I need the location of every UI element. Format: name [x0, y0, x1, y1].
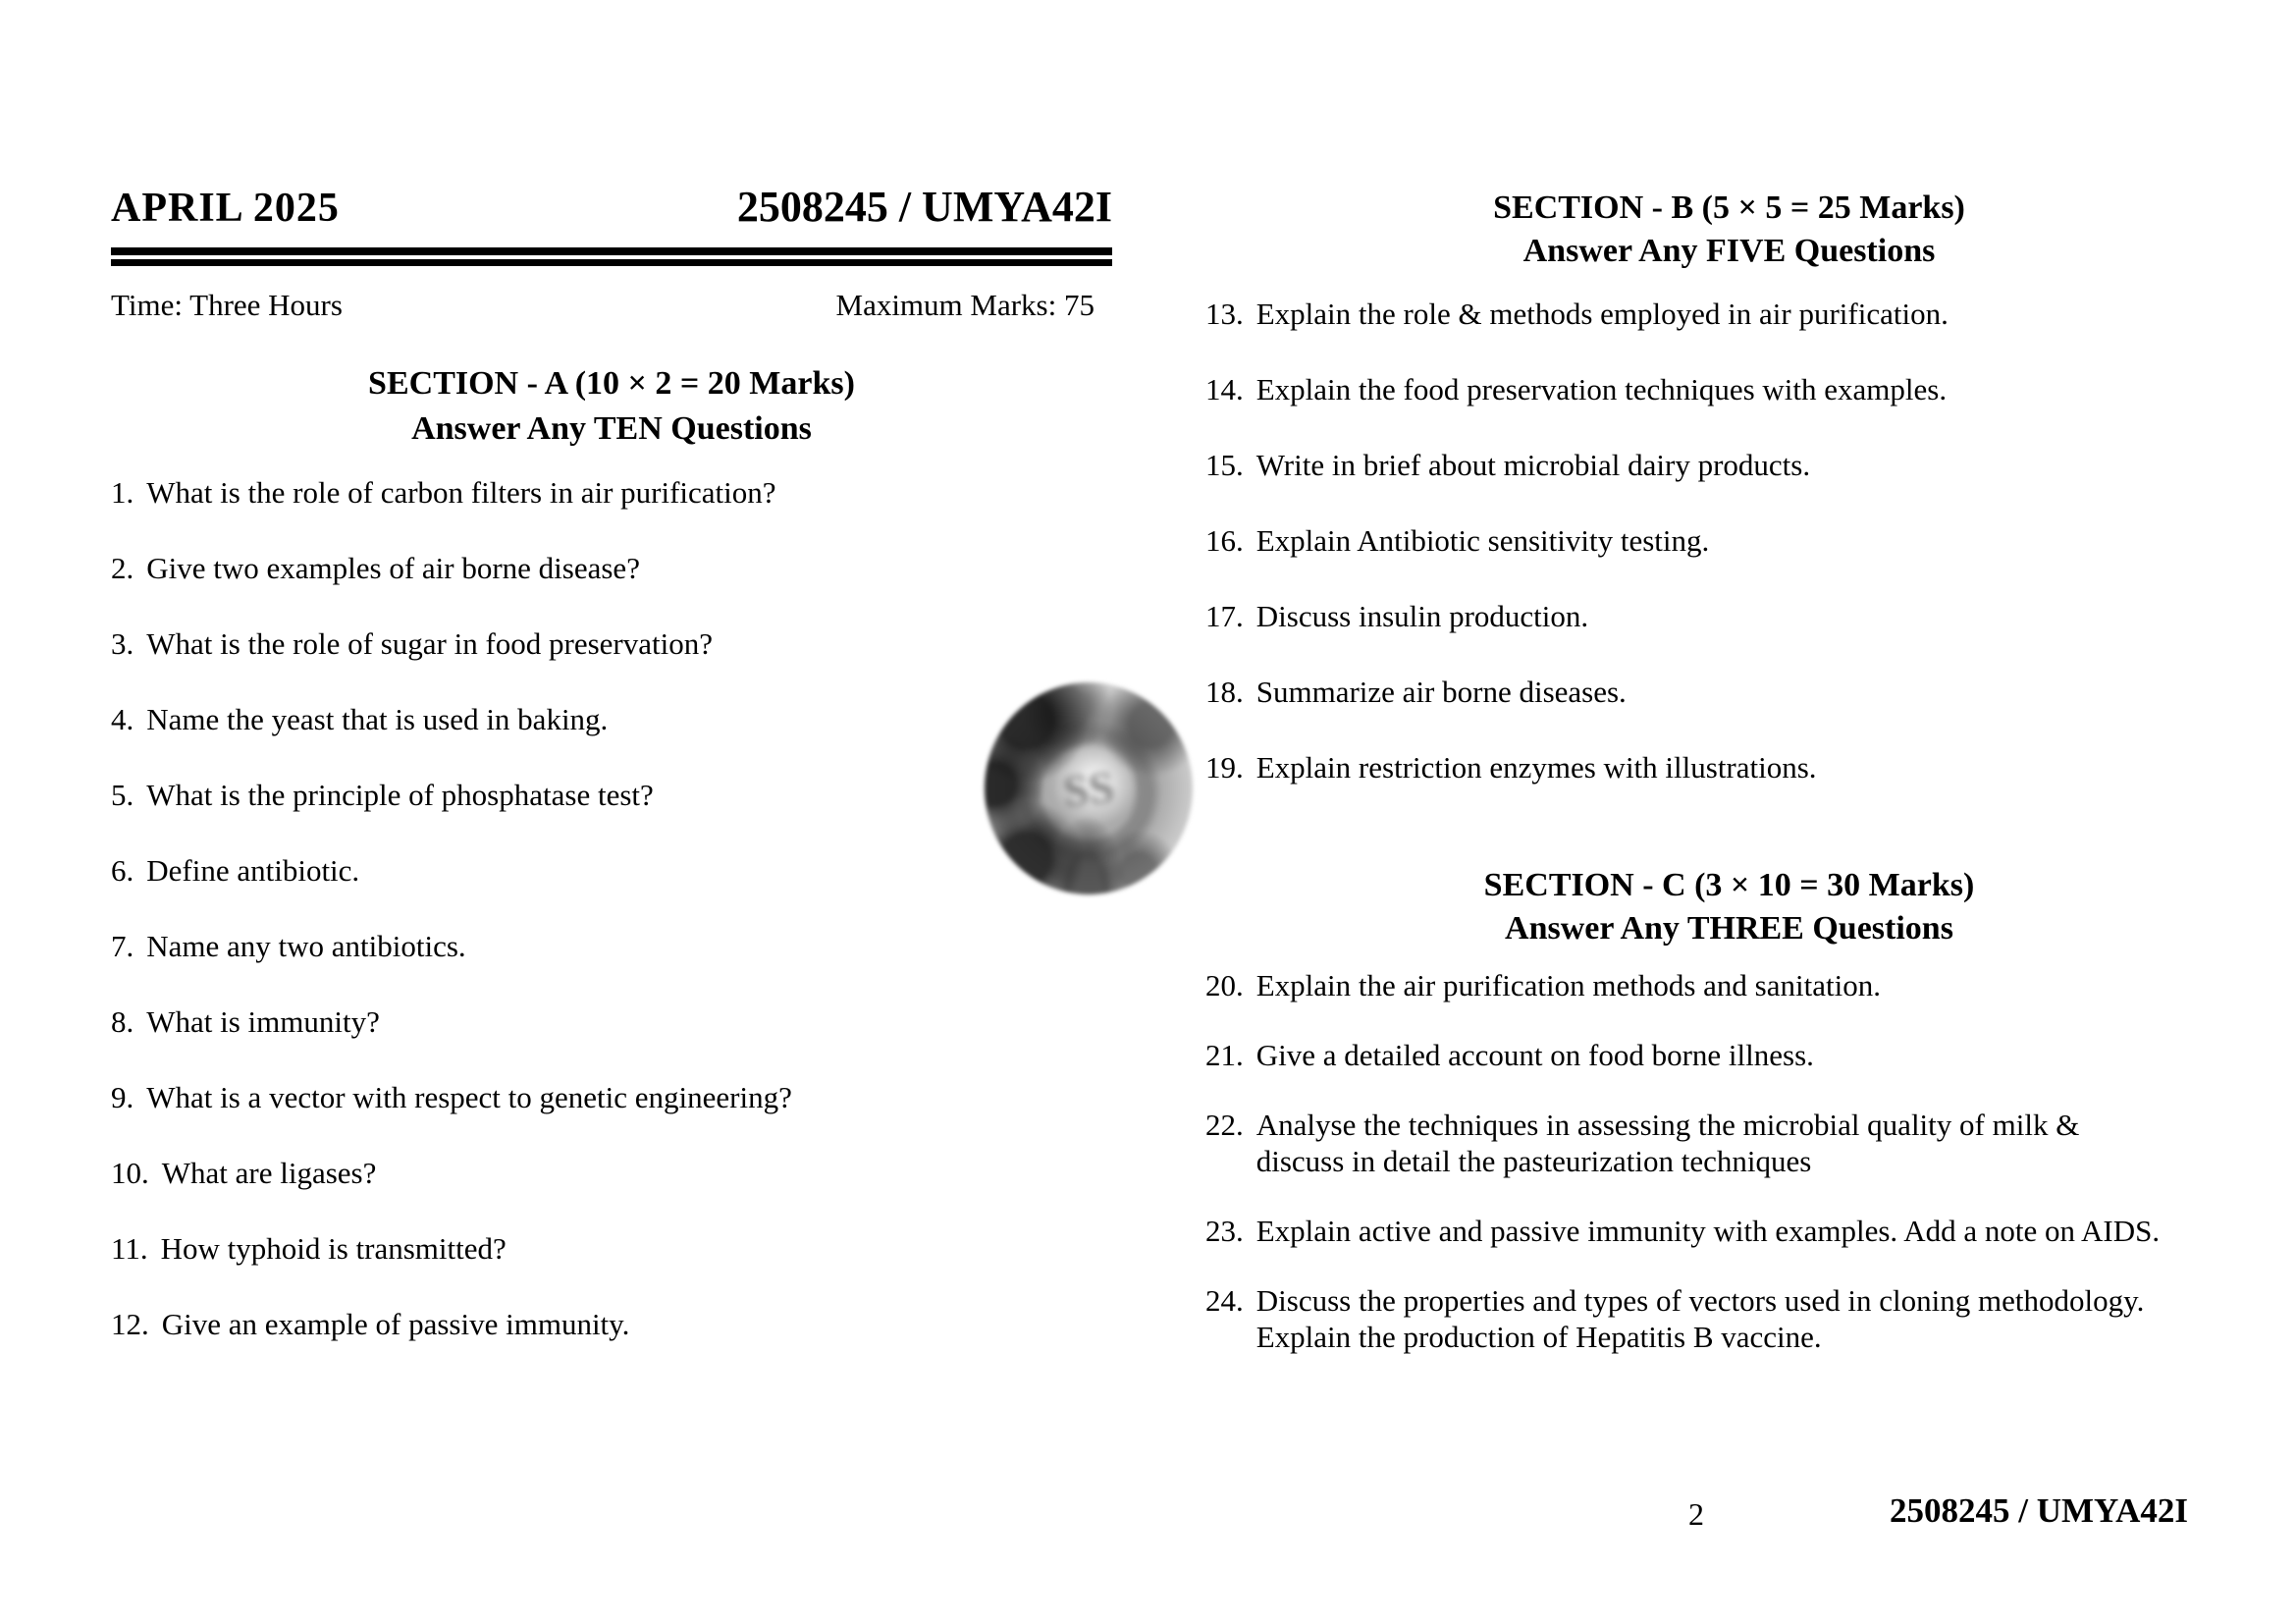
question-text: Give a detailed account on food borne illness.: [1255, 1038, 1814, 1072]
question-number: 3.: [111, 626, 134, 661]
question-text: Analyse the techniques in assessing the microbial quality of milk & discuss in detail the pasteurization techniques: [1255, 1108, 2080, 1178]
question-text: What are ligases?: [161, 1156, 377, 1190]
question-number: 17.: [1205, 599, 1244, 633]
section-a-heading: [111, 361, 1112, 452]
question-text: Define antibiotic.: [146, 853, 360, 888]
question-17: [1205, 598, 2253, 635]
section-b-subtitle: Answer Any FIVE Questions: [1522, 233, 1936, 269]
question-text: What is a vector with respect to genetic engineering?: [146, 1080, 792, 1114]
question-text: Discuss the properties and types of vectors used in cloning methodology. Explain the production of Hepatitis B vaccine.: [1255, 1283, 2145, 1354]
question-10: [111, 1155, 1112, 1192]
question-24: [1205, 1282, 2253, 1355]
section-c-questions: [1205, 967, 2253, 1355]
question-text: Give two examples of air borne disease?: [146, 551, 640, 585]
question-15: [1205, 447, 2253, 484]
question-number: 11.: [111, 1231, 148, 1266]
question-11: [111, 1230, 1112, 1268]
paper-code-header: 2508245 / UMYA42I: [736, 183, 1112, 231]
question-text: How typhoid is transmitted?: [160, 1231, 507, 1266]
left-column: [111, 0, 1112, 1343]
maximum-marks: Maximum Marks: 75: [835, 288, 1095, 322]
question-6: [111, 852, 1112, 890]
question-7: [111, 928, 1112, 965]
question-number: 2.: [111, 551, 134, 585]
question-23: [1205, 1213, 2253, 1249]
question-number: 5.: [111, 778, 134, 812]
question-14: [1205, 371, 2253, 408]
question-number: 6.: [111, 853, 134, 888]
exam-session: APRIL 2025: [111, 186, 340, 231]
page-number: 2: [1688, 1496, 1704, 1532]
time-allowed: Time: Three Hours: [111, 288, 343, 322]
question-text: What is the role of sugar in food preservation?: [146, 626, 714, 661]
question-text: Explain restriction enzymes with illustrations.: [1255, 750, 1817, 785]
question-text: Write in brief about microbial dairy products.: [1255, 448, 1811, 482]
question-number: 18.: [1205, 675, 1244, 709]
paper-code-footer: 2508245 / UMYA42I: [1890, 1491, 2188, 1530]
section-c-title: SECTION - C (3 × 10 = 30 Marks): [1483, 867, 1975, 903]
question-22: [1205, 1107, 2253, 1179]
question-3: [111, 625, 1112, 663]
question-20: [1205, 967, 2253, 1003]
question-text: What is the principle of phosphatase test?: [146, 778, 654, 812]
exam-meta-row: [111, 287, 1112, 324]
section-b-heading: [1205, 0, 2253, 273]
seal-center-mark: SS: [1060, 761, 1117, 817]
question-text: Discuss insulin production.: [1255, 599, 1589, 633]
question-text: Explain the food preservation techniques with examples.: [1255, 372, 1948, 406]
question-number: 16.: [1205, 523, 1244, 558]
circular-seal-stamp: [985, 682, 1193, 894]
question-16: [1205, 522, 2253, 560]
question-number: 14.: [1205, 372, 1244, 406]
question-number: 22.: [1205, 1108, 1244, 1142]
question-12: [111, 1306, 1112, 1343]
section-b-questions: [1205, 296, 2253, 786]
question-text: What is the role of carbon filters in air purification?: [146, 475, 776, 510]
page-header: [111, 0, 1112, 232]
question-number: 1.: [111, 475, 134, 510]
question-number: 10.: [111, 1156, 149, 1190]
question-21: [1205, 1037, 2253, 1073]
question-1: [111, 474, 1112, 512]
question-number: 23.: [1205, 1214, 1244, 1248]
section-c-subtitle: Answer Any THREE Questions: [1505, 910, 1953, 947]
section-b-title: SECTION - B (5 × 5 = 25 Marks): [1493, 189, 1965, 226]
question-text: What is immunity?: [146, 1004, 380, 1039]
question-5: [111, 777, 1112, 814]
question-text: Give an example of passive immunity.: [161, 1307, 630, 1341]
double-rule-divider: [111, 247, 1112, 266]
question-4: [111, 701, 1112, 738]
question-number: 19.: [1205, 750, 1244, 785]
question-18: [1205, 674, 2253, 711]
question-text: Explain Antibiotic sensitivity testing.: [1255, 523, 1710, 558]
question-number: 7.: [111, 929, 134, 963]
question-text: Name the yeast that is used in baking.: [146, 702, 609, 736]
question-number: 15.: [1205, 448, 1244, 482]
question-number: 8.: [111, 1004, 134, 1039]
section-c-heading: [1205, 864, 2253, 950]
question-text: Name any two antibiotics.: [146, 929, 466, 963]
question-text: Explain the role & methods employed in air purification.: [1255, 297, 1949, 331]
question-text: Summarize air borne diseases.: [1255, 675, 1627, 709]
question-number: 24.: [1205, 1283, 1244, 1318]
question-number: 9.: [111, 1080, 134, 1114]
right-column: [1205, 0, 2253, 1355]
question-number: 21.: [1205, 1038, 1244, 1072]
question-number: 12.: [111, 1307, 149, 1341]
question-text: Explain active and passive immunity with examples. Add a note on AIDS.: [1255, 1214, 2161, 1248]
question-number: 20.: [1205, 968, 1244, 1002]
question-2: [111, 550, 1112, 587]
section-a-subtitle: Answer Any TEN Questions: [411, 410, 812, 447]
question-number: 4.: [111, 702, 134, 736]
question-9: [111, 1079, 1112, 1116]
question-text: Explain the air purification methods and sanitation.: [1255, 968, 1881, 1002]
section-a-title: SECTION - A (10 × 2 = 20 Marks): [368, 365, 855, 402]
section-a-questions: [111, 474, 1112, 1343]
question-8: [111, 1003, 1112, 1041]
question-number: 13.: [1205, 297, 1244, 331]
question-13: [1205, 296, 2253, 333]
question-19: [1205, 749, 2253, 786]
